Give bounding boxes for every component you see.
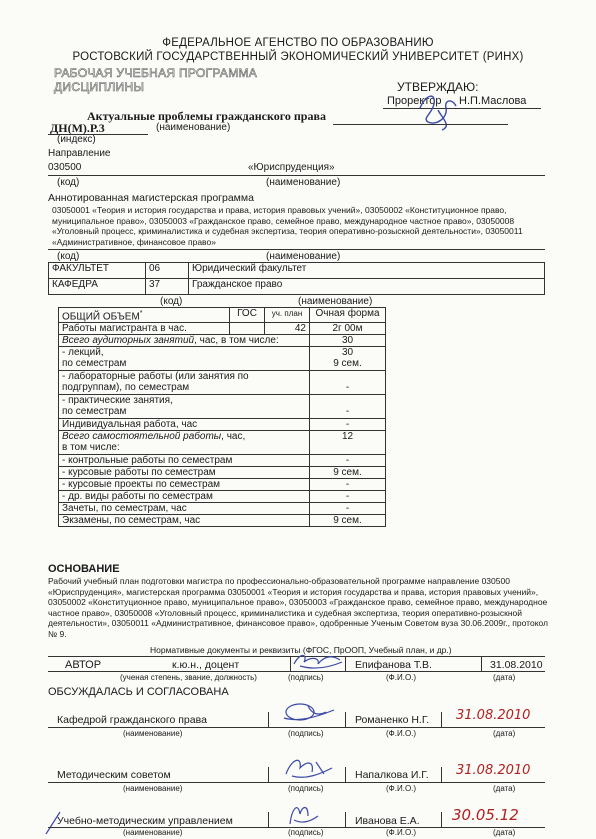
col-plan-header: уч. план: [265, 308, 310, 323]
author-signature: [290, 650, 346, 672]
author-fio-caption: (Ф.И.О.): [386, 673, 417, 682]
program-text: 03050001 «Теория и история государства и права, история правовых учений», 03050002 «Конституционное право, муниципальное право», 03050003 «Гражданское право, семейное право, международное частное право», 03050008 «Уголовный процесс, криминалистика и судебная экспертиза, теория оперативно-розыскной деятельности», 03050011 «Административное, финансовое право»: [52, 205, 523, 247]
approve-label: УТВЕРЖДАЮ:: [397, 80, 479, 94]
table-row: - курсовые проекты по семестрам -: [59, 479, 386, 491]
program-name-caption: (наименование): [266, 251, 341, 262]
doc-type-stamp-2: ДИСЦИПЛИНЫ: [54, 80, 145, 94]
basis-heading: ОСНОВАНИЕ: [48, 563, 120, 575]
university-title: РОСТОВСКИЙ ГОСУДАРСТВЕННЫЙ ЭКОНОМИЧЕСКИЙ УНИВЕРСИТЕТ (РИНХ): [72, 51, 524, 63]
discussed-fio-caption-3: (Ф.И.О.): [386, 828, 417, 837]
discussed-date-2: 31.08.2010: [456, 763, 531, 778]
discussed-fio-caption-2: (Ф.И.О.): [386, 784, 417, 793]
faculty-label: ФАКУЛЬТЕТ: [49, 263, 146, 279]
table-row: - лабораторные работы (или занятия по подгруппам), по семестрам -: [59, 371, 386, 395]
table-row: Индивидуальная работа, час -: [59, 419, 386, 431]
basis-text: Рабочий учебный план подготовки магистра по профессионально-образовательной программе направление 030500 «Юриспруденция», магистерская программа 03050001 «Теория и история государства и права, история правовых учений», 03050002 «Конституционное право, муниципальное право», 03050003 «Гражданское право, семейное право, международное частное право», 03050008 «Уголовный процесс, криминалистика и судебная экспертиза, теория оперативно-розыскной деятельности», 03050011 «Административное, финансовое право», одобренные Ученым Советом вуза 30.06.2009г., протокол № 9.: [48, 576, 549, 639]
discussed-name-3: Иванова Е.А.: [355, 815, 420, 827]
discussed-date-3: 30.05.12: [452, 806, 519, 824]
author-degree: к.ю.н., доцент: [172, 659, 240, 671]
agency-title: ФЕДЕРАЛЬНОЕ АГЕНСТВО ПО ОБРАЗОВАНИЮ: [162, 37, 434, 49]
discussed-date-1: 31.08.2010: [456, 708, 531, 723]
author-name: Епифанова Т.В.: [355, 659, 432, 671]
discussed-signature-3: [282, 800, 322, 828]
discussed-body-2: Методическим советом: [57, 769, 171, 781]
author-sign-caption: (подпись): [288, 673, 324, 682]
discipline-title: Актуальные проблемы гражданского права: [87, 109, 326, 123]
units-code-caption: (код): [160, 296, 183, 307]
direction-name: «Юриспруденция»: [248, 162, 335, 173]
chair-name: Гражданское право: [189, 279, 545, 295]
author-date: 31.08.2010: [490, 659, 543, 671]
direction-code-caption: (код): [57, 177, 80, 188]
direction-name-caption: (наименование): [266, 177, 341, 188]
discussed-signature-1: [278, 700, 338, 726]
approve-role: Проректор: [387, 95, 442, 107]
discussed-name-2: Напалкова И.Г.: [355, 769, 429, 781]
faculty-code: 06: [146, 263, 189, 279]
discipline-index: ДН(М).Р.3: [50, 121, 105, 135]
discussed-date-caption-3: (дата): [493, 828, 516, 837]
discussed-name-caption-3: (наименование): [123, 828, 183, 837]
program-heading-text: Аннотированная магистерская программа: [48, 192, 254, 204]
discussed-date-caption-2: (дата): [493, 784, 516, 793]
approve-signature: [412, 88, 462, 132]
basis-docs: Нормативные документы и реквизиты (ФГОС, ПрООП, Учебный план, и др.): [150, 645, 452, 655]
program-code-caption: (код): [57, 251, 80, 262]
table-row: Работы магистранта в час. 42 2г 00м: [59, 323, 386, 335]
discussed-name-caption-1: (наименование): [123, 729, 183, 738]
author-label: АВТОР: [65, 659, 102, 671]
col-gos-header: ГОС: [230, 308, 265, 323]
discussed-heading: ОБСУЖДАЛАСЬ И СОГЛАСОВАНА: [48, 686, 229, 698]
discussed-body-1: Кафедрой гражданского права: [57, 714, 207, 726]
table-row: Всего самостоятельной работы, час, в том числе: 12: [59, 431, 386, 455]
table-row: - практические занятия, по семестрам -: [59, 395, 386, 419]
doc-type-stamp: РАБОЧАЯ УЧЕБНАЯ ПРОГРАММА: [54, 66, 258, 80]
table-row: Экзамены, по семестрам, час 9 сем.: [59, 515, 386, 527]
col-form-header: Очная форма: [310, 308, 386, 323]
table-row: - курсовые работы по семестрам 9 сем.: [59, 467, 386, 479]
discussed-sign-caption-1: (подпись): [288, 729, 324, 738]
direction-label: Направление: [48, 148, 111, 159]
table-row: - контрольные работы по семестрам -: [59, 455, 386, 467]
col-total-header: ОБЩИЙ ОБЪЕМ*: [59, 308, 230, 323]
chair-label: КАФЕДРА: [49, 279, 146, 295]
direction-code: 030500: [48, 162, 82, 173]
discussed-fio-caption-1: (Ф.И.О.): [386, 729, 417, 738]
discussed-date-caption-1: (дата): [493, 729, 516, 738]
table-row: - лекций, по семестрам 30 9 сем.: [59, 347, 386, 371]
units-name-caption: (наименование): [298, 296, 373, 307]
table-row: Зачеты, по семестрам, час -: [59, 503, 386, 515]
discussed-name-1: Романенко Н.Г.: [355, 714, 430, 726]
volume-table: [58, 307, 386, 527]
discipline-name-caption: (наименование): [156, 122, 231, 133]
chair-code: 37: [146, 279, 189, 295]
discussed-sign-caption-3: (подпись): [288, 828, 324, 837]
discussed-name-caption-2: (наименование): [123, 784, 183, 793]
discussed-signature-2: [280, 754, 336, 782]
discipline-index-caption: (индекс): [57, 134, 96, 145]
discussed-sign-caption-2: (подпись): [288, 784, 324, 793]
table-row: - др. виды работы по семестрам -: [59, 491, 386, 503]
approve-name: Н.П.Маслова: [459, 95, 527, 107]
faculty-name: Юридический факультет: [189, 263, 545, 279]
table-row: Всего аудиторных занятий, час, в том числе: 30: [59, 335, 386, 347]
author-date-caption: (дата): [493, 673, 516, 682]
units-table: [48, 262, 545, 295]
discussed-body-3: Учебно-методическим управлением: [57, 815, 233, 827]
author-degree-caption: (ученая степень, звание, должность): [120, 673, 257, 682]
